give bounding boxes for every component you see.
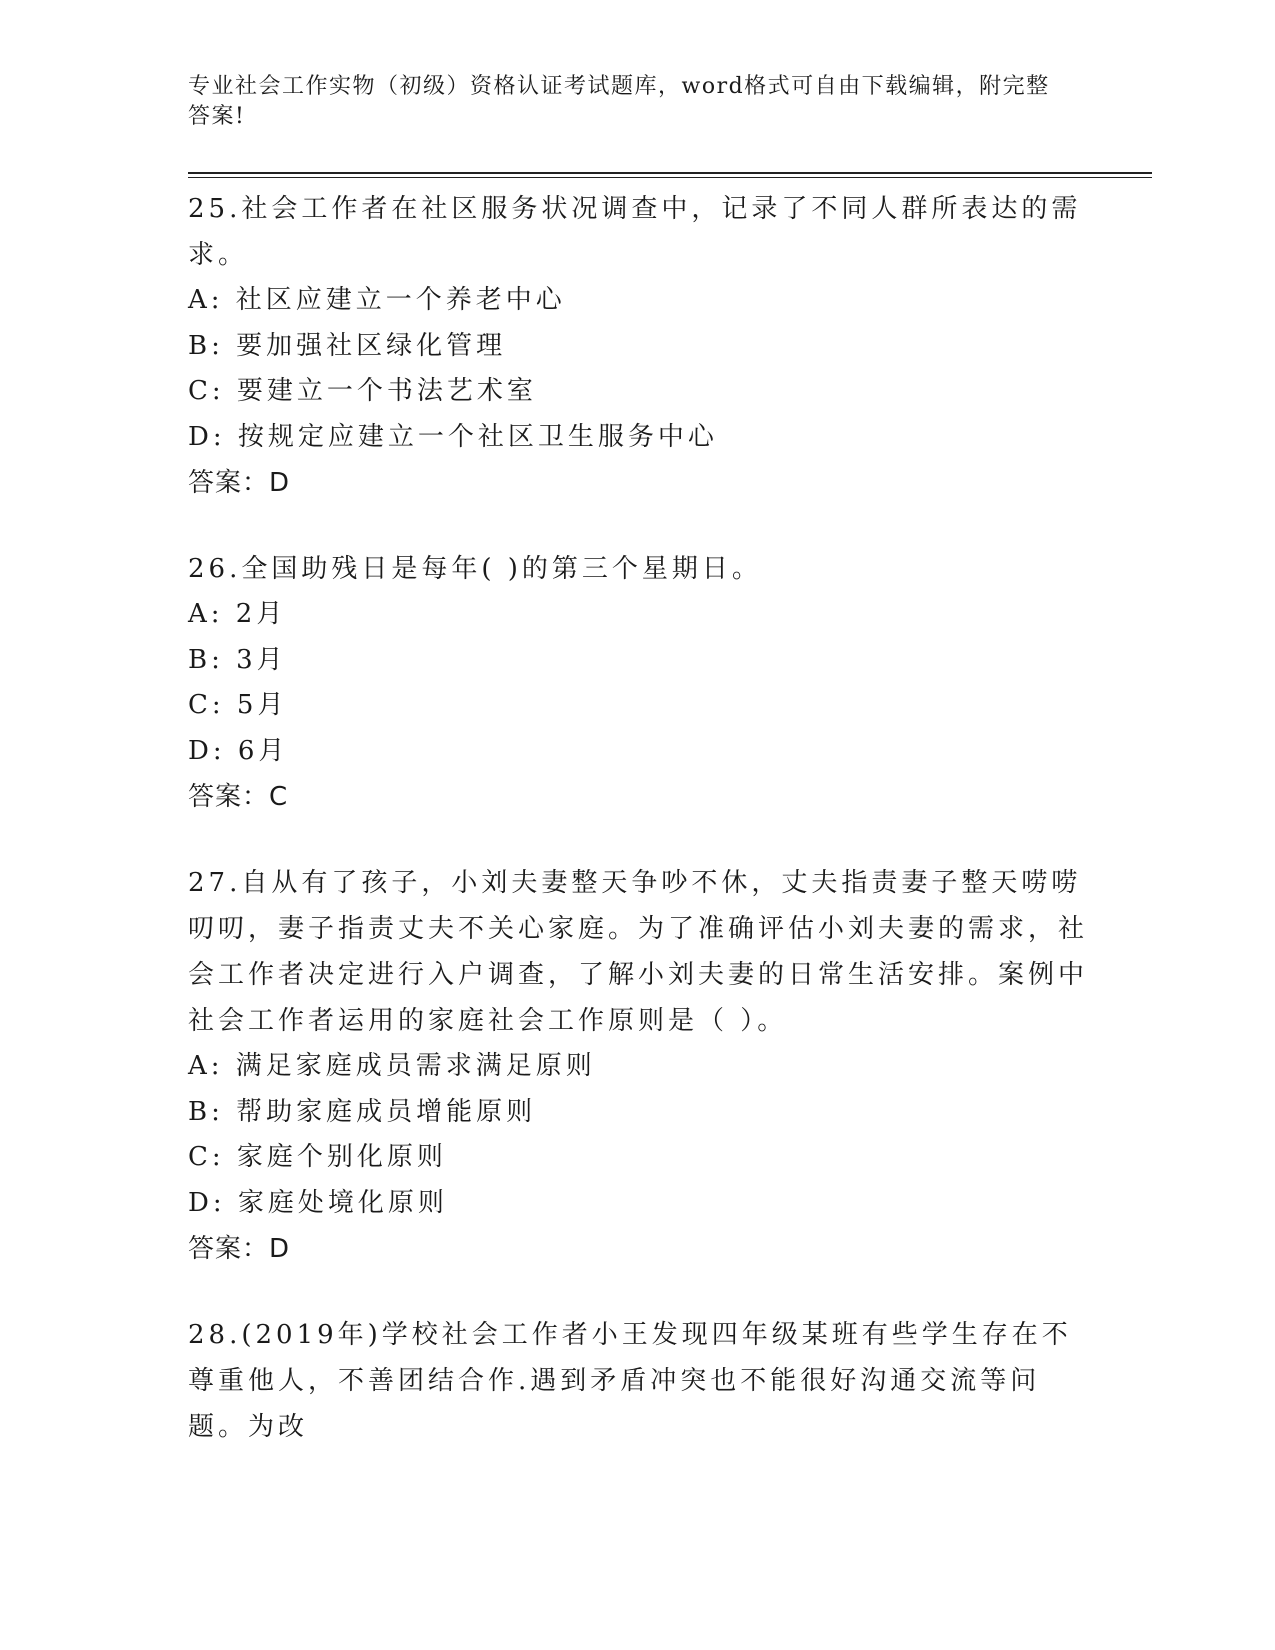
question-stem: 26.全国助残日是每年( )的第三个星期日。 <box>188 554 762 584</box>
header-divider-top <box>188 172 1152 174</box>
header-divider-bottom <box>188 177 1152 178</box>
option-b: B: 要加强社区绿化管理 <box>188 330 507 361</box>
document-header: 专业社会工作实物（初级）资格认证考试题库，word格式可自由下载编辑，附完整答案! <box>188 74 1050 129</box>
option-c: C: 家庭个别化原则 <box>188 1142 447 1172</box>
answer-line: 答案：D <box>188 1234 291 1264</box>
option-c: C: 要建立一个书法艺术室 <box>188 376 537 406</box>
option-d: D: 按规定应建立一个社区卫生服务中心 <box>188 421 718 452</box>
question-26 <box>188 546 1088 820</box>
option-b: B: 3月 <box>188 644 287 675</box>
question-list <box>188 186 1088 1490</box>
question-25 <box>188 186 1088 506</box>
option-a: A: 社区应建立一个养老中心 <box>188 285 566 315</box>
option-d: D: 家庭处境化原则 <box>188 1187 448 1218</box>
option-a: A: 满足家庭成员需求满足原则 <box>188 1051 596 1081</box>
option-d: D: 6月 <box>188 735 289 766</box>
answer-line: 答案：C <box>188 782 289 812</box>
option-b: B: 帮助家庭成员增能原则 <box>188 1096 537 1127</box>
option-c: C: 5月 <box>188 690 288 720</box>
option-a: A: 2月 <box>188 599 287 629</box>
question-28 <box>188 1312 1088 1450</box>
question-stem: 28.(2019年)学校社会工作者小王发现四年级某班有些学生存在不尊重他人，不善团结合作.遇到矛盾冲突也不能很好沟通交流等问题。为改 <box>188 1320 1072 1442</box>
question-stem: 25.社会工作者在社区服务状况调查中，记录了不同人群所表达的需求。 <box>188 194 1082 270</box>
question-stem: 27.自从有了孩子，小刘夫妻整天争吵不休，丈夫指责妻子整天唠唠叨叨，妻子指责丈夫不关心家庭。为了准确评估小刘夫妻的需求，社会工作者决定进行入户调查，了解小刘夫妻的日常生活安排。案例中社会工作者运用的家庭社会工作原则是（ ）。 <box>188 868 1089 1036</box>
question-27 <box>188 860 1088 1272</box>
answer-line: 答案：D <box>188 468 291 498</box>
